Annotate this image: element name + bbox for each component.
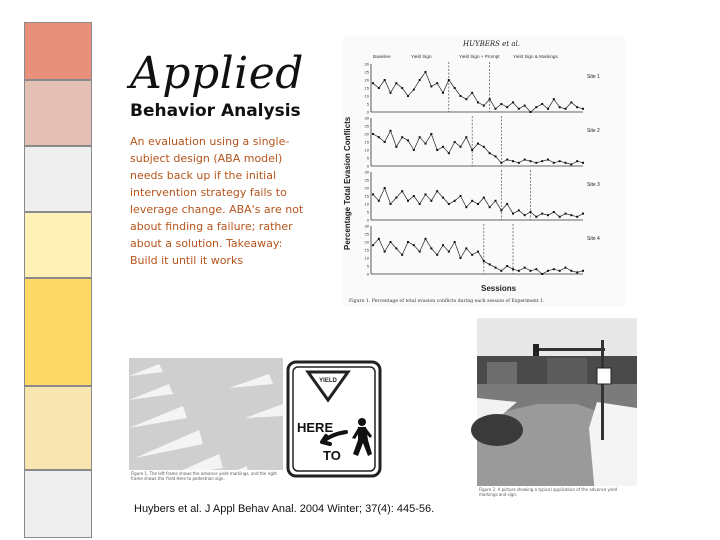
citation: Huybers et al. J Appl Behav Anal. 2004 Winter; 37(4): 445-56. [134, 503, 435, 515]
strip-block-3 [24, 146, 92, 212]
data-point [372, 82, 374, 84]
legend-item: Yield Sign + Prompt [459, 54, 500, 59]
strip-block-1 [24, 22, 92, 80]
data-point [407, 95, 409, 97]
signal-pole [601, 340, 604, 440]
data-point [576, 106, 578, 108]
legend-item: Yield Sign [411, 54, 432, 59]
data-point [489, 152, 491, 154]
data-point [390, 130, 392, 132]
data-point [471, 254, 473, 256]
data-point [489, 263, 491, 265]
data-point [553, 98, 555, 100]
y-tick-label: 10 [364, 201, 369, 207]
strip-block-5 [24, 278, 92, 386]
y-tick-label: 25 [364, 69, 369, 75]
data-point [436, 254, 438, 256]
data-point [436, 82, 438, 84]
data-point [565, 162, 567, 164]
data-point [512, 213, 514, 215]
y-tick-label: 20 [364, 185, 369, 191]
y-tick-label: 25 [364, 177, 369, 183]
data-point [454, 87, 456, 89]
photo-caption: Figure 2. A picture showing a typical application of the advance yield markings and sign. [479, 487, 618, 497]
data-point [436, 149, 438, 151]
data-point [541, 160, 543, 162]
legend-item: Yield Sign & Markings [513, 54, 558, 59]
strip-block-2 [24, 80, 92, 146]
data-point [541, 273, 543, 275]
data-point [530, 211, 532, 213]
sign-yield-text: YIELD [319, 378, 337, 384]
site-label: Site 4 [587, 236, 600, 242]
panel-1 [365, 62, 600, 115]
data-point [547, 214, 549, 216]
data-point [448, 152, 450, 154]
road-markings-photo [129, 358, 283, 481]
data-point [524, 214, 526, 216]
data-point [384, 141, 386, 143]
data-point [559, 106, 561, 108]
data-point [512, 160, 514, 162]
data-point [518, 209, 520, 211]
data-point [553, 268, 555, 270]
data-point [541, 213, 543, 215]
data-point [372, 193, 374, 195]
data-point [384, 251, 386, 253]
data-point [413, 195, 415, 197]
data-point [390, 241, 392, 243]
data-point [378, 200, 380, 202]
data-point [395, 197, 397, 199]
data-point [395, 82, 397, 84]
data-point [565, 267, 567, 269]
data-point [390, 92, 392, 94]
data-point [553, 211, 555, 213]
data-point [477, 143, 479, 145]
site-label: Site 3 [587, 182, 600, 188]
graph-header: HUYBERS et al. [463, 40, 520, 48]
data-point [378, 87, 380, 89]
yield-here-sign [286, 360, 382, 478]
data-point [565, 108, 567, 110]
y-tick-label: 0 [366, 271, 369, 277]
y-tick-label: 15 [364, 85, 369, 91]
data-point [430, 133, 432, 135]
legend-item: Baseline [373, 54, 391, 59]
data-point [500, 209, 502, 211]
data-point [390, 203, 392, 205]
data-point [524, 159, 526, 161]
data-point [547, 270, 549, 272]
data-point [465, 98, 467, 100]
data-point [419, 136, 421, 138]
data-point [535, 268, 537, 270]
y-tick-label: 30 [364, 115, 369, 121]
data-point [430, 200, 432, 202]
data-point [471, 92, 473, 94]
y-tick-label: 20 [364, 77, 369, 83]
data-point [483, 260, 485, 262]
data-point [413, 244, 415, 246]
data-point [489, 206, 491, 208]
data-point [524, 267, 526, 269]
y-tick-label: 0 [366, 217, 369, 223]
graph-legend [373, 54, 558, 59]
data-point [448, 203, 450, 205]
yield-here-sign-graphic [286, 360, 382, 478]
data-point [378, 136, 380, 138]
strip-block-7 [24, 470, 92, 538]
data-point [425, 193, 427, 195]
data-point [442, 244, 444, 246]
graph-x-axis-label: Sessions [481, 284, 517, 293]
data-point [547, 108, 549, 110]
data-point [477, 101, 479, 103]
data-point [372, 244, 374, 246]
slide-subtitle: Behavior Analysis [130, 101, 301, 121]
y-tick-label: 5 [366, 263, 369, 269]
data-point [442, 146, 444, 148]
data-point [436, 190, 438, 192]
data-point [506, 106, 508, 108]
data-point [384, 187, 386, 189]
data-point [483, 146, 485, 148]
data-point [430, 85, 432, 87]
data-point [442, 197, 444, 199]
evasion-conflicts-chart [343, 36, 625, 307]
data-point [530, 270, 532, 272]
data-point [500, 103, 502, 105]
y-tick-label: 10 [364, 147, 369, 153]
data-point [512, 101, 514, 103]
panel-3 [365, 170, 600, 223]
data-point [471, 200, 473, 202]
data-point [524, 105, 526, 107]
panel-4 [365, 224, 600, 277]
panel-2 [365, 116, 600, 169]
data-point [565, 213, 567, 215]
graph-caption: Figure 1. Percentage of total evasion conflicts during each session of Experiment 1. [349, 299, 545, 304]
data-point [378, 238, 380, 240]
data-point [576, 271, 578, 273]
data-point [559, 160, 561, 162]
y-tick-label: 10 [364, 255, 369, 261]
sign-here-text: HERE [297, 420, 334, 435]
data-point [425, 71, 427, 73]
y-tick-label: 15 [364, 247, 369, 253]
road-markings-image [129, 358, 283, 478]
graph-panels [365, 62, 600, 277]
y-tick-label: 5 [366, 155, 369, 161]
data-point [471, 149, 473, 151]
data-point [489, 98, 491, 100]
data-point [530, 111, 532, 113]
data-point [582, 108, 584, 110]
car-silhouette [471, 414, 523, 446]
series-line [373, 188, 583, 217]
data-point [460, 257, 462, 259]
graph-y-axis-label: Percentage Total Evasion Conflicts [343, 116, 352, 250]
y-tick-label: 30 [364, 169, 369, 175]
data-point [413, 149, 415, 151]
data-point [535, 216, 537, 218]
data-point [401, 136, 403, 138]
data-point [500, 270, 502, 272]
y-tick-label: 5 [366, 209, 369, 215]
data-point [495, 108, 497, 110]
data-point [448, 251, 450, 253]
data-point [454, 241, 456, 243]
y-tick-label: 5 [366, 101, 369, 107]
data-point [547, 159, 549, 161]
data-point [582, 162, 584, 164]
data-point [407, 200, 409, 202]
data-point [570, 214, 572, 216]
data-point [582, 213, 584, 215]
data-point [407, 241, 409, 243]
data-point [419, 251, 421, 253]
y-tick-label: 25 [364, 123, 369, 129]
series-line [373, 131, 583, 165]
y-tick-label: 30 [364, 223, 369, 229]
slide-title: Applied [130, 48, 304, 99]
data-point [500, 162, 502, 164]
data-point [407, 139, 409, 141]
data-point [477, 203, 479, 205]
data-point [454, 141, 456, 143]
data-point [430, 247, 432, 249]
data-point [419, 79, 421, 81]
street-intersection-photo [477, 318, 637, 497]
data-point [535, 162, 537, 164]
data-point [477, 251, 479, 253]
data-point [576, 216, 578, 218]
sign-to-text: TO [323, 448, 341, 463]
data-point [425, 143, 427, 145]
slide-body-text: An evaluation using a single-subject design (ABA model) needs back up if the initial intervention strategy fails to leverage change. ABA's are not about finding a failure; rather about a solution. Takeaway: Build it until it works [130, 135, 304, 267]
traffic-light-icon [533, 344, 539, 356]
data-point [512, 268, 514, 270]
data-point [401, 190, 403, 192]
data-point [559, 216, 561, 218]
y-tick-label: 20 [364, 131, 369, 137]
y-tick-label: 30 [364, 61, 369, 67]
data-point [401, 254, 403, 256]
y-tick-label: 15 [364, 193, 369, 199]
data-point [465, 206, 467, 208]
strip-block-4 [24, 212, 92, 278]
data-point [483, 197, 485, 199]
data-point [454, 200, 456, 202]
data-point [460, 146, 462, 148]
data-point [395, 146, 397, 148]
data-point [518, 270, 520, 272]
street-sign-icon [597, 368, 611, 384]
data-point [518, 162, 520, 164]
data-point [541, 103, 543, 105]
strip-block-6 [24, 386, 92, 470]
data-point [460, 195, 462, 197]
data-point [460, 95, 462, 97]
data-point [570, 270, 572, 272]
data-point [506, 203, 508, 205]
site-label: Site 2 [587, 128, 600, 134]
data-point [448, 79, 450, 81]
data-point [553, 162, 555, 164]
data-point [582, 270, 584, 272]
site-label: Site 1 [587, 74, 600, 80]
data-point [576, 160, 578, 162]
y-tick-label: 0 [366, 163, 369, 169]
y-tick-label: 0 [366, 109, 369, 115]
y-tick-label: 10 [364, 93, 369, 99]
data-point [559, 270, 561, 272]
data-point [518, 108, 520, 110]
data-point [442, 92, 444, 94]
data-point [535, 106, 537, 108]
data-point [495, 200, 497, 202]
series-line [373, 72, 583, 112]
data-point [570, 163, 572, 165]
data-point [506, 265, 508, 267]
data-point [384, 79, 386, 81]
data-point [495, 267, 497, 269]
data-point [425, 238, 427, 240]
data-point [395, 247, 397, 249]
data-point [413, 89, 415, 91]
street-photo-image [477, 318, 637, 494]
y-tick-label: 15 [364, 139, 369, 145]
data-point [506, 159, 508, 161]
data-point [401, 87, 403, 89]
data-point [483, 105, 485, 107]
data-point [530, 160, 532, 162]
evasion-conflicts-figure [343, 36, 625, 307]
data-point [465, 247, 467, 249]
data-point [372, 133, 374, 135]
color-strip [24, 22, 92, 538]
series-line [373, 239, 583, 274]
data-point [570, 101, 572, 103]
y-tick-label: 20 [364, 239, 369, 245]
road-caption: Figure 1. The left frame shows the advance yield markings, and the right frame shows the Yield Here to pedestrian sign. [131, 471, 277, 481]
y-tick-label: 25 [364, 231, 369, 237]
data-point [495, 155, 497, 157]
data-point [465, 136, 467, 138]
data-point [419, 203, 421, 205]
